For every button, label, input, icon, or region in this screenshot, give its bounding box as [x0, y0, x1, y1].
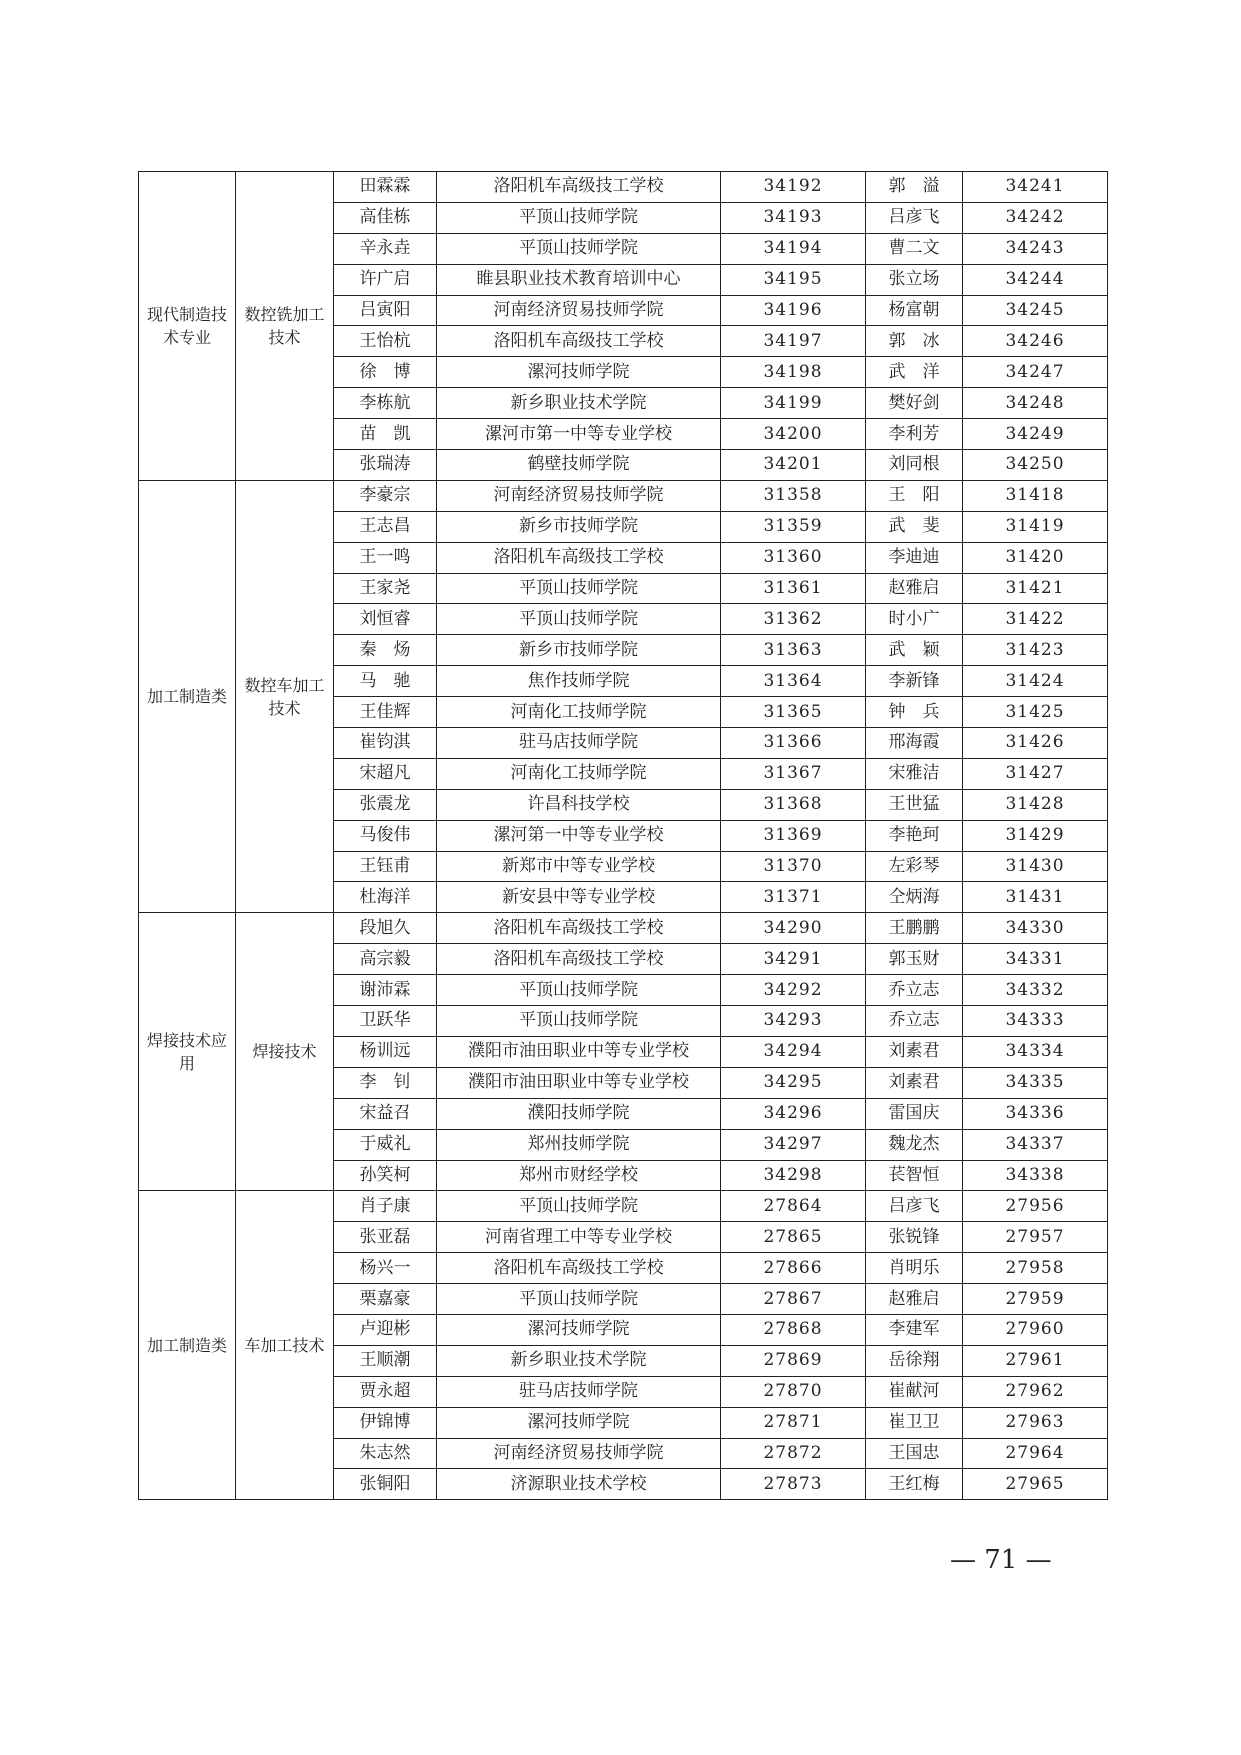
student-number-cell: 34291	[721, 944, 866, 975]
coach-name-cell: 武 洋	[866, 357, 963, 388]
school-cell: 洛阳机车高级技工学校	[437, 944, 721, 975]
coach-number-cell: 27963	[963, 1407, 1108, 1438]
coach-number-cell: 27958	[963, 1253, 1108, 1284]
student-name-cell: 张亚磊	[334, 1222, 437, 1253]
table-row	[139, 913, 1108, 944]
school-cell: 睢县职业技术教育培训中心	[437, 264, 721, 295]
coach-number-cell: 31429	[963, 820, 1108, 851]
student-name-cell: 杨兴一	[334, 1253, 437, 1284]
student-name-cell: 杨训远	[334, 1036, 437, 1067]
student-number-cell: 34195	[721, 264, 866, 295]
student-name-cell: 苗 凯	[334, 419, 437, 450]
coach-number-cell: 31418	[963, 480, 1108, 511]
school-cell: 洛阳机车高级技工学校	[437, 172, 721, 203]
coach-number-cell: 34241	[963, 172, 1108, 203]
school-cell: 濮阳技师学院	[437, 1098, 721, 1129]
student-name-cell: 许广启	[334, 264, 437, 295]
coach-number-cell: 31430	[963, 851, 1108, 882]
school-cell: 平顶山技师学院	[437, 1191, 721, 1222]
student-number-cell: 27865	[721, 1222, 866, 1253]
school-cell: 平顶山技师学院	[437, 975, 721, 1006]
student-number-cell: 27867	[721, 1284, 866, 1315]
student-number-cell: 34293	[721, 1006, 866, 1037]
student-name-cell: 马 驰	[334, 666, 437, 697]
student-number-cell: 31367	[721, 758, 866, 789]
student-number-cell: 31368	[721, 789, 866, 820]
student-number-cell: 31361	[721, 573, 866, 604]
category-cell: 加工制造类	[139, 480, 236, 912]
student-number-cell: 34193	[721, 202, 866, 233]
student-name-cell: 栗嘉豪	[334, 1284, 437, 1315]
student-number-cell: 34192	[721, 172, 866, 203]
coach-number-cell: 27956	[963, 1191, 1108, 1222]
student-number-cell: 34197	[721, 326, 866, 357]
student-name-cell: 李 钊	[334, 1067, 437, 1098]
student-name-cell: 张瑞涛	[334, 450, 437, 481]
school-cell: 河南省理工中等专业学校	[437, 1222, 721, 1253]
student-name-cell: 秦 炀	[334, 635, 437, 666]
coach-name-cell: 雷国庆	[866, 1098, 963, 1129]
school-cell: 驻马店技师学院	[437, 728, 721, 759]
coach-name-cell: 曹二文	[866, 233, 963, 264]
student-number-cell: 34201	[721, 450, 866, 481]
student-number-cell: 31365	[721, 697, 866, 728]
student-number-cell: 34194	[721, 233, 866, 264]
coach-name-cell: 李利芳	[866, 419, 963, 450]
school-cell: 平顶山技师学院	[437, 1006, 721, 1037]
table-row	[139, 1191, 1108, 1222]
school-cell: 河南经济贸易技师学院	[437, 1438, 721, 1469]
coach-number-cell: 31431	[963, 882, 1108, 913]
student-number-cell: 27871	[721, 1407, 866, 1438]
results-table	[138, 171, 1108, 1500]
coach-name-cell: 李建军	[866, 1314, 963, 1345]
table-row	[139, 480, 1108, 511]
student-name-cell: 卫跃华	[334, 1006, 437, 1037]
coach-number-cell: 34332	[963, 975, 1108, 1006]
coach-number-cell: 27959	[963, 1284, 1108, 1315]
coach-number-cell: 31426	[963, 728, 1108, 759]
category-cell: 加工制造类	[139, 1191, 236, 1500]
school-cell: 济源职业技术学校	[437, 1469, 721, 1500]
coach-number-cell: 34336	[963, 1098, 1108, 1129]
student-name-cell: 李豪宗	[334, 480, 437, 511]
student-number-cell: 31370	[721, 851, 866, 882]
student-name-cell: 贾永超	[334, 1376, 437, 1407]
coach-name-cell: 岳徐翔	[866, 1345, 963, 1376]
student-name-cell: 王怡杭	[334, 326, 437, 357]
student-name-cell: 张震龙	[334, 789, 437, 820]
student-number-cell: 31369	[721, 820, 866, 851]
student-name-cell: 马俊伟	[334, 820, 437, 851]
coach-name-cell: 宋雅洁	[866, 758, 963, 789]
coach-name-cell: 武 斐	[866, 511, 963, 542]
coach-number-cell: 27961	[963, 1345, 1108, 1376]
coach-name-cell: 乔立志	[866, 975, 963, 1006]
student-name-cell: 徐 博	[334, 357, 437, 388]
student-name-cell: 宋超凡	[334, 758, 437, 789]
coach-number-cell: 34248	[963, 388, 1108, 419]
coach-number-cell: 31423	[963, 635, 1108, 666]
school-cell: 平顶山技师学院	[437, 604, 721, 635]
coach-number-cell: 34244	[963, 264, 1108, 295]
specialty-cell: 车加工技术	[236, 1191, 334, 1500]
coach-name-cell: 钟 兵	[866, 697, 963, 728]
coach-number-cell: 34242	[963, 202, 1108, 233]
school-cell: 漯河第一中等专业学校	[437, 820, 721, 851]
coach-name-cell: 崔卫卫	[866, 1407, 963, 1438]
coach-name-cell: 刘素君	[866, 1067, 963, 1098]
student-name-cell: 高佳栋	[334, 202, 437, 233]
coach-name-cell: 郭 冰	[866, 326, 963, 357]
category-cell: 焊接技术应用	[139, 913, 236, 1191]
school-cell: 鹤壁技师学院	[437, 450, 721, 481]
page-number: — 71 —	[950, 1545, 1052, 1575]
coach-number-cell: 34249	[963, 419, 1108, 450]
coach-name-cell: 杨富朝	[866, 295, 963, 326]
specialty-cell: 焊接技术	[236, 913, 334, 1191]
student-name-cell: 王志昌	[334, 511, 437, 542]
student-name-cell: 宋益召	[334, 1098, 437, 1129]
coach-name-cell: 崔献河	[866, 1376, 963, 1407]
student-number-cell: 34200	[721, 419, 866, 450]
coach-number-cell: 31421	[963, 573, 1108, 604]
coach-name-cell: 苌智恒	[866, 1160, 963, 1191]
student-number-cell: 34290	[721, 913, 866, 944]
coach-number-cell: 31424	[963, 666, 1108, 697]
student-number-cell: 34294	[721, 1036, 866, 1067]
coach-number-cell: 34245	[963, 295, 1108, 326]
coach-number-cell: 34334	[963, 1036, 1108, 1067]
student-number-cell: 34292	[721, 975, 866, 1006]
student-number-cell: 27869	[721, 1345, 866, 1376]
school-cell: 郑州市财经学校	[437, 1160, 721, 1191]
coach-name-cell: 张立场	[866, 264, 963, 295]
student-number-cell: 34295	[721, 1067, 866, 1098]
school-cell: 驻马店技师学院	[437, 1376, 721, 1407]
school-cell: 洛阳机车高级技工学校	[437, 326, 721, 357]
coach-number-cell: 34243	[963, 233, 1108, 264]
coach-number-cell: 31427	[963, 758, 1108, 789]
coach-name-cell: 时小广	[866, 604, 963, 635]
student-name-cell: 崔钧淇	[334, 728, 437, 759]
student-name-cell: 于威礼	[334, 1129, 437, 1160]
student-number-cell: 27873	[721, 1469, 866, 1500]
coach-number-cell: 27960	[963, 1314, 1108, 1345]
school-cell: 新乡市技师学院	[437, 511, 721, 542]
coach-number-cell: 31425	[963, 697, 1108, 728]
coach-name-cell: 仝炳海	[866, 882, 963, 913]
student-name-cell: 王一鸣	[334, 542, 437, 573]
category-cell: 现代制造技术专业	[139, 172, 236, 481]
coach-name-cell: 乔立志	[866, 1006, 963, 1037]
school-cell: 河南经济贸易技师学院	[437, 480, 721, 511]
coach-number-cell: 31419	[963, 511, 1108, 542]
coach-name-cell: 王红梅	[866, 1469, 963, 1500]
student-number-cell: 31371	[721, 882, 866, 913]
coach-name-cell: 吕彦飞	[866, 202, 963, 233]
student-name-cell: 卢迎彬	[334, 1314, 437, 1345]
coach-name-cell: 赵雅启	[866, 1284, 963, 1315]
coach-name-cell: 李迪迪	[866, 542, 963, 573]
school-cell: 河南化工技师学院	[437, 758, 721, 789]
school-cell: 漯河技师学院	[437, 1407, 721, 1438]
coach-name-cell: 张锐锋	[866, 1222, 963, 1253]
student-number-cell: 31362	[721, 604, 866, 635]
school-cell: 河南经济贸易技师学院	[437, 295, 721, 326]
student-number-cell: 27868	[721, 1314, 866, 1345]
student-number-cell: 34198	[721, 357, 866, 388]
coach-number-cell: 34335	[963, 1067, 1108, 1098]
student-name-cell: 伊锦博	[334, 1407, 437, 1438]
student-name-cell: 孙笑柯	[334, 1160, 437, 1191]
coach-name-cell: 郭玉财	[866, 944, 963, 975]
specialty-cell: 数控铣加工技术	[236, 172, 334, 481]
table-row	[139, 172, 1108, 203]
student-number-cell: 31358	[721, 480, 866, 511]
school-cell: 洛阳机车高级技工学校	[437, 542, 721, 573]
coach-name-cell: 樊好剑	[866, 388, 963, 419]
coach-number-cell: 31422	[963, 604, 1108, 635]
coach-number-cell: 34247	[963, 357, 1108, 388]
coach-name-cell: 左彩琴	[866, 851, 963, 882]
school-cell: 漯河技师学院	[437, 1314, 721, 1345]
coach-number-cell: 34246	[963, 326, 1108, 357]
coach-name-cell: 王鹏鹏	[866, 913, 963, 944]
school-cell: 焦作技师学院	[437, 666, 721, 697]
coach-name-cell: 王国忠	[866, 1438, 963, 1469]
student-number-cell: 34297	[721, 1129, 866, 1160]
student-number-cell: 27870	[721, 1376, 866, 1407]
school-cell: 濮阳市油田职业中等专业学校	[437, 1067, 721, 1098]
student-name-cell: 肖子康	[334, 1191, 437, 1222]
school-cell: 新安县中等专业学校	[437, 882, 721, 913]
coach-name-cell: 郭 溢	[866, 172, 963, 203]
school-cell: 濮阳市油田职业中等专业学校	[437, 1036, 721, 1067]
coach-number-cell: 27964	[963, 1438, 1108, 1469]
coach-name-cell: 李艳珂	[866, 820, 963, 851]
coach-name-cell: 刘素君	[866, 1036, 963, 1067]
coach-name-cell: 李新锋	[866, 666, 963, 697]
coach-number-cell: 27962	[963, 1376, 1108, 1407]
school-cell: 漯河市第一中等专业学校	[437, 419, 721, 450]
student-name-cell: 杜海洋	[334, 882, 437, 913]
school-cell: 新郑市中等专业学校	[437, 851, 721, 882]
student-number-cell: 31364	[721, 666, 866, 697]
school-cell: 新乡职业技术学院	[437, 1345, 721, 1376]
student-number-cell: 27866	[721, 1253, 866, 1284]
coach-number-cell: 34338	[963, 1160, 1108, 1191]
student-name-cell: 王钰甫	[334, 851, 437, 882]
coach-name-cell: 邢海霞	[866, 728, 963, 759]
student-number-cell: 27872	[721, 1438, 866, 1469]
student-name-cell: 刘恒睿	[334, 604, 437, 635]
coach-name-cell: 王 阳	[866, 480, 963, 511]
coach-number-cell: 27957	[963, 1222, 1108, 1253]
coach-number-cell: 34333	[963, 1006, 1108, 1037]
student-number-cell: 31360	[721, 542, 866, 573]
student-number-cell: 34196	[721, 295, 866, 326]
coach-number-cell: 34330	[963, 913, 1108, 944]
school-cell: 新乡市技师学院	[437, 635, 721, 666]
school-cell: 洛阳机车高级技工学校	[437, 913, 721, 944]
school-cell: 洛阳机车高级技工学校	[437, 1253, 721, 1284]
student-name-cell: 张铜阳	[334, 1469, 437, 1500]
coach-number-cell: 34250	[963, 450, 1108, 481]
coach-number-cell: 31428	[963, 789, 1108, 820]
student-number-cell: 34296	[721, 1098, 866, 1129]
coach-name-cell: 王世猛	[866, 789, 963, 820]
student-number-cell: 34298	[721, 1160, 866, 1191]
specialty-cell: 数控车加工技术	[236, 480, 334, 912]
coach-number-cell: 31420	[963, 542, 1108, 573]
coach-number-cell: 34331	[963, 944, 1108, 975]
school-cell: 平顶山技师学院	[437, 573, 721, 604]
student-name-cell: 朱志然	[334, 1438, 437, 1469]
coach-number-cell: 34337	[963, 1129, 1108, 1160]
student-number-cell: 27864	[721, 1191, 866, 1222]
student-name-cell: 辛永垚	[334, 233, 437, 264]
school-cell: 新乡职业技术学院	[437, 388, 721, 419]
student-name-cell: 吕寅阳	[334, 295, 437, 326]
school-cell: 平顶山技师学院	[437, 202, 721, 233]
student-number-cell: 31363	[721, 635, 866, 666]
student-name-cell: 高宗毅	[334, 944, 437, 975]
student-name-cell: 王佳辉	[334, 697, 437, 728]
coach-name-cell: 赵雅启	[866, 573, 963, 604]
coach-name-cell: 吕彦飞	[866, 1191, 963, 1222]
coach-name-cell: 武 颖	[866, 635, 963, 666]
student-name-cell: 李栋航	[334, 388, 437, 419]
student-number-cell: 31366	[721, 728, 866, 759]
coach-name-cell: 魏龙杰	[866, 1129, 963, 1160]
student-number-cell: 31359	[721, 511, 866, 542]
school-cell: 漯河技师学院	[437, 357, 721, 388]
coach-name-cell: 刘同根	[866, 450, 963, 481]
student-name-cell: 田霖霖	[334, 172, 437, 203]
student-number-cell: 34199	[721, 388, 866, 419]
school-cell: 平顶山技师学院	[437, 233, 721, 264]
student-name-cell: 王顺潮	[334, 1345, 437, 1376]
student-name-cell: 段旭久	[334, 913, 437, 944]
coach-name-cell: 肖明乐	[866, 1253, 963, 1284]
school-cell: 郑州技师学院	[437, 1129, 721, 1160]
school-cell: 许昌科技学校	[437, 789, 721, 820]
school-cell: 平顶山技师学院	[437, 1284, 721, 1315]
coach-number-cell: 27965	[963, 1469, 1108, 1500]
school-cell: 河南化工技师学院	[437, 697, 721, 728]
student-name-cell: 谢沛霖	[334, 975, 437, 1006]
student-name-cell: 王家尧	[334, 573, 437, 604]
